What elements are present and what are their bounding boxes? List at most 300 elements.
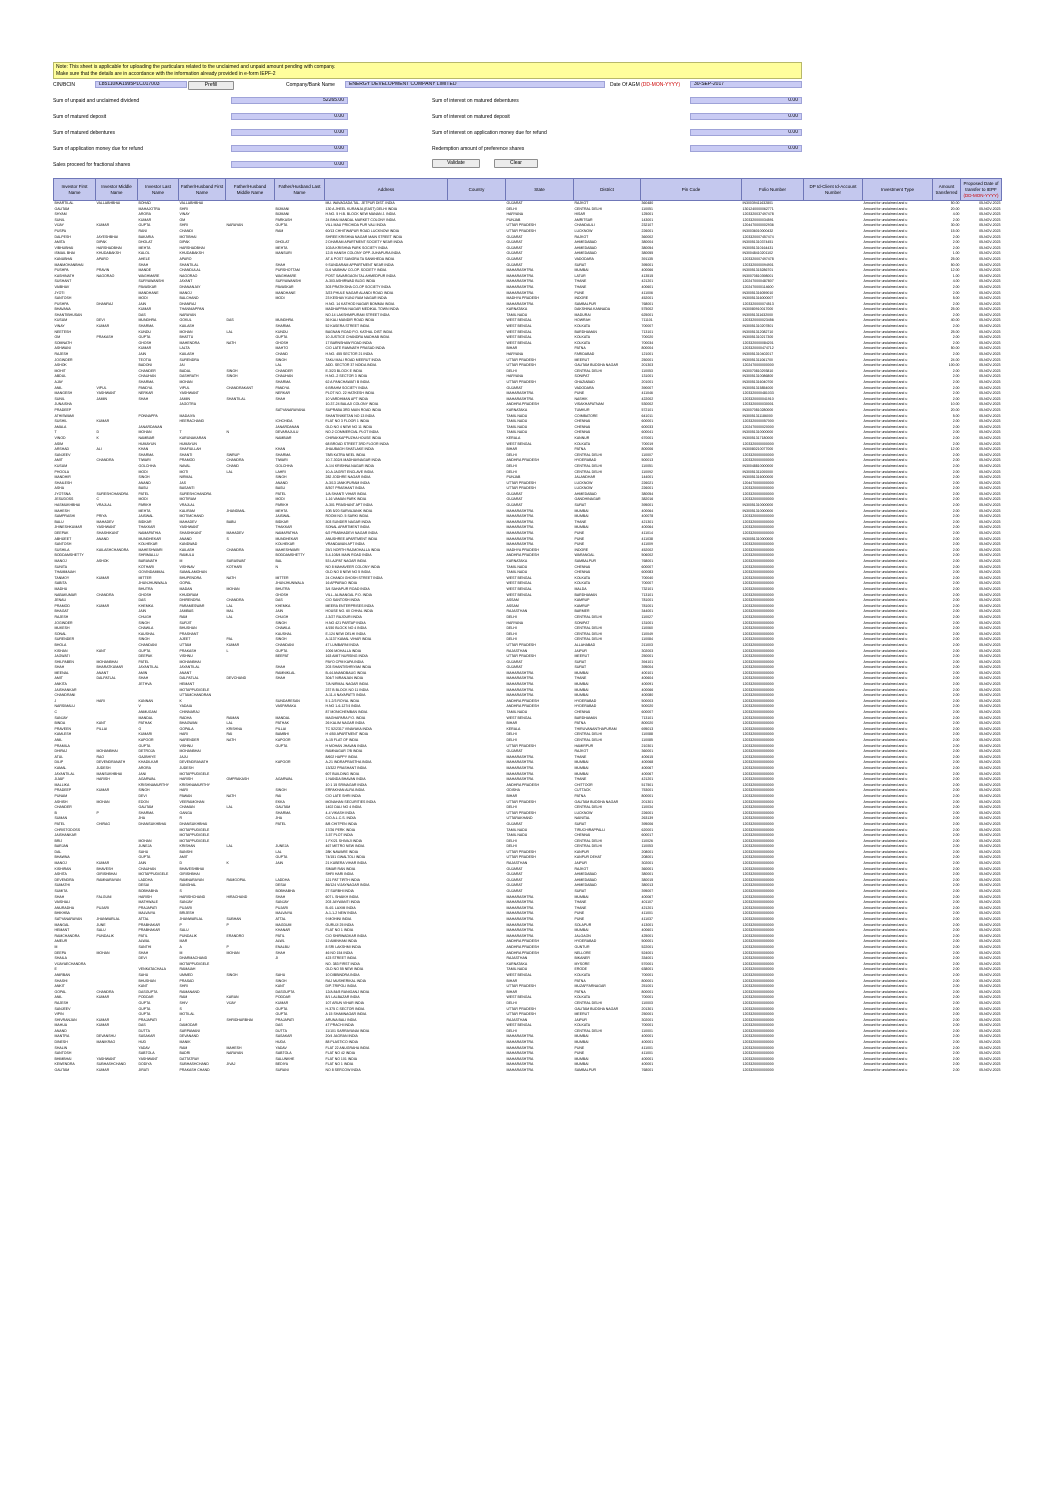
cell-amount[interactable]: 25.00 xyxy=(950,256,960,261)
cell-pin-code[interactable]: 110034 xyxy=(641,805,653,810)
cell-last-name[interactable]: SASAKAR xyxy=(138,1034,156,1039)
cell-last-name[interactable]: MODI xyxy=(138,497,148,502)
cell-folio-number[interactable]: 1203320000000000 xyxy=(742,631,774,636)
cell-last-name[interactable]: MUNDHRA xyxy=(138,318,157,323)
cell-folio-number[interactable]: 1203320000000000 xyxy=(742,531,774,536)
cell-amount[interactable]: 2.00 xyxy=(952,1023,960,1028)
cell-address[interactable]: MADHAPPAN NAGAR MEDIKAL TOWN INDIA xyxy=(325,307,399,312)
cell-pin-code[interactable]: 400001 xyxy=(641,1056,654,1061)
cell-pin-code[interactable]: 400067 xyxy=(641,765,654,770)
cell-investment-type[interactable]: Amount for unclaimed and u xyxy=(863,547,908,552)
cell-father-first-name[interactable]: UMMED xyxy=(179,972,193,977)
cell-father-first-name[interactable]: VEERAMOHAN xyxy=(179,799,205,804)
cell-address[interactable]: 17 BARNSHAW ROAD INDIA xyxy=(325,340,372,345)
cell-state[interactable]: KARNATAKA xyxy=(506,407,528,412)
cell-last-name[interactable]: SINGH xyxy=(138,475,150,480)
cell-middle-name[interactable]: CHIRAG xyxy=(96,821,111,826)
cell-investment-type[interactable]: Amount for unclaimed and u xyxy=(863,939,908,944)
cell-address[interactable]: 8 SRI LAKSHMI INDIA xyxy=(325,944,361,949)
cell-father-first-name[interactable]: VISHNU xyxy=(179,743,193,748)
cell-district[interactable]: GAUTAM BUDDHA NAGAR xyxy=(574,799,619,804)
cell-amount[interactable]: 2.00 xyxy=(952,978,960,983)
cell-proposed-date[interactable]: 05-NOV-2023 xyxy=(979,1068,1001,1073)
cell-amount[interactable]: 5.00 xyxy=(952,296,960,301)
cell-state[interactable]: DELHI xyxy=(506,1000,517,1005)
cell-father-last-name[interactable]: GAUTAM xyxy=(275,805,291,810)
cell-proposed-date[interactable]: 05-NOV-2023 xyxy=(979,284,1001,289)
cell-father-last-name[interactable]: JAISWAL xyxy=(275,514,291,519)
cell-folio-number[interactable]: 1203320000000000 xyxy=(742,844,774,849)
cell-pin-code[interactable]: 250001 xyxy=(641,654,654,659)
cell-state[interactable]: MAHARASHTRA xyxy=(506,514,534,519)
cell-amount[interactable]: 2.00 xyxy=(952,603,960,608)
cell-father-first-name[interactable]: SHRI xyxy=(179,984,188,989)
cell-last-name[interactable]: KUMAR xyxy=(138,307,152,312)
cell-first-name[interactable]: SHALIN xyxy=(54,1045,68,1050)
cell-father-last-name[interactable]: SUNDARESAN xyxy=(275,698,300,703)
cell-first-name[interactable]: JAISHANKAR xyxy=(54,833,77,838)
cell-middle-name[interactable]: ANANT xyxy=(96,670,109,675)
cell-state[interactable]: DELHI xyxy=(506,368,517,373)
cell-father-last-name[interactable]: LAL xyxy=(275,363,282,368)
cell-folio-number[interactable]: 1203320000000000 xyxy=(742,883,774,888)
cell-pin-code[interactable]: 575002 xyxy=(641,307,654,312)
cell-middle-name[interactable]: KUMAR xyxy=(96,324,110,329)
cell-state[interactable]: ANDHRA PRADESH xyxy=(506,782,539,787)
cell-state[interactable]: WEST BENGAL xyxy=(506,318,532,323)
cell-proposed-date[interactable]: 05-NOV-2023 xyxy=(979,592,1001,597)
cell-investment-type[interactable]: Amount for unclaimed and u xyxy=(863,514,908,519)
cell-pin-code[interactable]: 400078 xyxy=(641,514,654,519)
cell-pin-code[interactable]: 400067 xyxy=(641,771,654,776)
cell-last-name[interactable]: JAIN xyxy=(138,861,147,866)
cell-amount[interactable]: 2.00 xyxy=(952,1028,960,1033)
cell-proposed-date[interactable]: 05-NOV-2023 xyxy=(979,609,1001,614)
cell-folio-number[interactable]: 1203320000000000 xyxy=(742,698,774,703)
cell-proposed-date[interactable]: 05-NOV-2023 xyxy=(979,251,1001,256)
cell-investment-type[interactable]: Amount for unclaimed and u xyxy=(863,1062,908,1067)
cell-amount[interactable]: 10.00 xyxy=(950,402,960,407)
cell-first-name[interactable]: HASMUKHBHAI xyxy=(54,503,81,508)
cell-first-name[interactable]: CHRISTODOSS xyxy=(54,827,81,832)
cell-proposed-date[interactable]: 05-NOV-2023 xyxy=(979,1023,1001,1028)
cell-state[interactable]: WEST BENGAL xyxy=(506,335,532,340)
cell-pin-code[interactable]: 400068 xyxy=(641,760,654,765)
cell-folio-number[interactable]: 1203320000000000 xyxy=(742,961,774,966)
cell-proposed-date[interactable]: 05-NOV-2023 xyxy=(979,726,1001,731)
cell-last-name[interactable]: KUMAR xyxy=(138,217,152,222)
cell-amount[interactable]: 2.00 xyxy=(952,581,960,586)
cell-first-name[interactable]: OM xyxy=(54,335,61,340)
cell-first-name[interactable]: DINESH xyxy=(54,1040,68,1045)
cell-first-name[interactable]: SANJEEV xyxy=(54,452,71,457)
cell-father-first-name[interactable]: NAVAL xyxy=(179,463,191,468)
cell-investment-type[interactable]: Amount for unclaimed and u xyxy=(863,380,908,384)
cell-investment-type[interactable]: Amount for unclaimed and u xyxy=(863,894,908,899)
cell-investment-type[interactable]: Amount for unclaimed and u xyxy=(863,917,908,921)
cell-last-name[interactable]: CHAUHAN xyxy=(138,866,156,871)
cell-father-last-name[interactable]: MANDHANE xyxy=(275,290,296,295)
cell-first-name[interactable]: VIJAY xyxy=(54,223,64,228)
cell-last-name[interactable]: JHA xyxy=(138,816,146,821)
cell-investment-type[interactable]: Amount for unclaimed and u xyxy=(863,503,908,508)
cell-amount[interactable]: 1.00 xyxy=(952,251,960,256)
cell-folio-number[interactable]: IN30051315854000 xyxy=(742,385,774,390)
cell-father-first-name[interactable]: RAMAIAH xyxy=(179,967,196,972)
cell-address[interactable]: VILL MAU PRICHIDA PUR VALI INDIA xyxy=(325,223,386,228)
cell-district[interactable]: PUNE xyxy=(574,542,585,547)
cell-last-name[interactable]: PATEL xyxy=(138,659,150,664)
cell-amount[interactable]: 2.00 xyxy=(952,536,960,541)
cell-state[interactable]: ANDHRA PRADESH xyxy=(506,939,539,944)
cell-last-name[interactable]: SHAH xyxy=(138,396,149,401)
cell-proposed-date[interactable]: 05-NOV-2023 xyxy=(979,911,1001,916)
cell-father-last-name[interactable]: WAGHMARE xyxy=(275,273,297,278)
cell-father-last-name[interactable]: GHOSH xyxy=(275,592,289,597)
cell-father-last-name[interactable]: TIWARI xyxy=(275,458,288,463)
cell-state[interactable]: UTTAR PRADESH xyxy=(506,357,536,362)
cell-district[interactable]: CENTRAL DELHI xyxy=(574,732,602,737)
cell-father-first-name[interactable]: BHAGWAN xyxy=(179,721,198,726)
cell-folio-number[interactable]: 1203320000000000 xyxy=(742,911,774,916)
cell-father-middle-name[interactable] xyxy=(226,1068,275,1074)
cell-address[interactable]: 10-7-302/4 MADHAVNAGAR INDIA xyxy=(325,458,381,463)
cell-amount[interactable]: 2.00 xyxy=(952,1034,960,1039)
cell-amount[interactable]: 2.00 xyxy=(952,961,960,966)
cell-district[interactable]: SOLAPUR xyxy=(574,922,592,927)
cell-folio-number[interactable]: 1203320000000000 xyxy=(742,1062,774,1067)
cell-father-middle-name[interactable]: KARAN xyxy=(226,995,239,1000)
int-deposit-input[interactable]: 0.00 xyxy=(690,113,802,120)
cell-last-name[interactable]: GOLCHHA xyxy=(138,463,156,468)
cell-last-name[interactable]: SHARMA xyxy=(138,452,154,457)
cell-father-first-name[interactable]: LALTA xyxy=(179,346,190,351)
cell-first-name[interactable]: ANKITA xyxy=(54,682,67,687)
cell-folio-number[interactable]: 1203320000000000 xyxy=(742,514,774,519)
cell-father-first-name[interactable]: BHATTU xyxy=(179,335,194,340)
validate-button[interactable]: Validate xyxy=(432,159,480,168)
cell-investment-type[interactable]: Amount for unclaimed and u xyxy=(863,301,908,306)
cell-last-name[interactable]: EDON xyxy=(138,799,149,804)
cell-state[interactable]: BIHAR xyxy=(506,989,518,994)
cell-investment-type[interactable]: Amount for unclaimed and u xyxy=(863,900,908,905)
cell-address[interactable]: 203 JAYWANTI INDIA xyxy=(325,900,360,905)
cell-father-first-name[interactable]: CHINNARAJ xyxy=(179,710,200,715)
cell-investment-type[interactable]: Amount for unclaimed and u xyxy=(863,749,908,754)
cell-state[interactable]: DELHI xyxy=(506,463,517,468)
cell-father-first-name[interactable]: SAMALAMOHAN xyxy=(179,570,207,575)
cell-state[interactable]: TAMIL NADU xyxy=(506,430,528,435)
cell-father-first-name[interactable]: RAMNARAYAN xyxy=(179,877,204,882)
cell-district[interactable]: HYDERABAD xyxy=(574,939,597,944)
cell-father-middle-name[interactable]: OMPRAKASH xyxy=(226,777,249,782)
cell-folio-number[interactable]: 1203320000474712 xyxy=(742,346,774,351)
cell-pin-code[interactable]: 500001 xyxy=(641,939,654,944)
cell-first-name[interactable]: JAGWATI xyxy=(54,654,70,659)
cell-state[interactable]: KERALA xyxy=(506,435,521,440)
cell-pin-code[interactable]: 302001 xyxy=(641,1017,654,1022)
cell-father-middle-name[interactable]: SINGH xyxy=(226,374,238,379)
cell-amount[interactable]: 2.00 xyxy=(952,900,960,905)
cell-last-name[interactable]: SABTOLA xyxy=(138,1051,155,1056)
cell-proposed-date[interactable]: 05-NOV-2023 xyxy=(979,659,1001,664)
cell-father-middle-name[interactable]: P xyxy=(226,944,229,949)
cell-address[interactable]: ANUSHREE APARTMENT INDIA xyxy=(325,536,378,541)
cell-district[interactable]: THANE xyxy=(574,905,587,910)
cell-address[interactable]: OLD NO 55 NEW INDIA xyxy=(325,967,364,972)
cell-father-first-name[interactable]: JAMBAS xyxy=(179,609,194,614)
cell-first-name[interactable]: KUSUM xyxy=(54,318,68,323)
cell-pin-code[interactable]: 570001 xyxy=(641,961,654,966)
agm-date-input[interactable]: 30-SEP-2017 xyxy=(690,81,802,88)
cell-state[interactable]: UTTAR PRADESH xyxy=(506,855,536,860)
cell-pin-code[interactable]: 226001 xyxy=(641,810,654,815)
cell-amount[interactable]: 2.00 xyxy=(952,883,960,888)
cell-district[interactable]: MUMBAI xyxy=(574,894,589,899)
cell-investment-type[interactable]: Amount for unclaimed and u xyxy=(863,961,908,966)
cell-district[interactable]: BARDHAMAN xyxy=(574,592,597,597)
cell-amount[interactable]: 2.00 xyxy=(952,609,960,614)
cell-investment-type[interactable]: Amount for unclaimed and u xyxy=(863,905,908,910)
cell-address[interactable]: 423 STREET INDIA xyxy=(325,956,357,961)
cell-middle-name[interactable]: MOHANBHAI xyxy=(96,749,118,754)
cell-investment-type[interactable]: Amount for unclaimed and u xyxy=(863,598,908,603)
cell-last-name[interactable]: SHAH xyxy=(138,950,149,955)
cell-father-first-name[interactable]: MOTIRAM xyxy=(179,497,197,502)
cell-address[interactable]: 3/4 SAHAPUR ROAD INDIA xyxy=(325,586,370,591)
cell-last-name[interactable]: SAHU xyxy=(138,849,149,854)
cell-address[interactable]: ROOM NO. 5 SARKI INDIA xyxy=(325,514,369,519)
cell-address[interactable]: 47 PRACHI INDIA xyxy=(325,1023,354,1028)
cell-investment-type[interactable]: Amount for unclaimed and u xyxy=(863,967,908,972)
cell-proposed-date[interactable]: 05-NOV-2023 xyxy=(979,894,1001,899)
cell-father-first-name[interactable]: MOTI xyxy=(179,469,189,474)
cell-folio-number[interactable]: IN30036010000432 xyxy=(742,228,774,233)
cell-folio-number[interactable]: 1203320000000000 xyxy=(742,581,774,586)
cell-proposed-date[interactable]: 05-NOV-2023 xyxy=(979,917,1001,921)
cell-father-last-name[interactable]: LAL xyxy=(275,849,282,854)
cell-district[interactable]: SURAT xyxy=(574,889,587,894)
cell-address[interactable]: D/P-TRIPOLI INDIA xyxy=(325,984,357,989)
cell-last-name[interactable]: CHAUHAN xyxy=(138,374,156,379)
cell-state[interactable]: UTTAR PRADESH xyxy=(506,223,536,228)
cell-folio-number[interactable]: IN30051310000000 xyxy=(742,430,774,435)
cell-investment-type[interactable]: Amount for unclaimed and u xyxy=(863,508,908,513)
cell-first-name[interactable]: J xyxy=(54,698,57,703)
cell-proposed-date[interactable]: 05-NOV-2023 xyxy=(979,944,1001,949)
cell-district[interactable]: BARDHAMAN xyxy=(574,715,597,720)
cell-address[interactable]: HOUSE NO. 60 CHHAL INDIA xyxy=(325,609,374,614)
cell-pin-code[interactable]: 143001 xyxy=(641,217,654,222)
cell-first-name[interactable]: ASHOK xyxy=(54,363,67,368)
cell-father-first-name[interactable]: DHANANJAY xyxy=(179,284,201,289)
cell-district[interactable]: THANE xyxy=(574,777,587,782)
cell-folio-number[interactable]: 1203320000000000 xyxy=(742,749,774,754)
cell-last-name[interactable]: NAMAPATHIA xyxy=(138,531,161,536)
cell-father-first-name[interactable]: KARUNAKARAN xyxy=(179,435,207,440)
cell-district[interactable]: KANNUR xyxy=(574,435,590,440)
cell-pin-code[interactable]: 110007 xyxy=(641,452,653,457)
cell-last-name[interactable]: ALWAL xyxy=(138,939,150,944)
cell-father-middle-name[interactable]: L xyxy=(226,648,229,653)
cell-address[interactable]: H.NO. 5 H.B. BLOCK NEW MANAN J. INDIA xyxy=(325,212,396,217)
cell-district[interactable]: HYDERABAD xyxy=(574,458,597,463)
cell-proposed-date[interactable]: 05-NOV-2023 xyxy=(979,547,1001,552)
cell-last-name[interactable]: KHAN xyxy=(138,447,149,452)
cell-father-first-name[interactable]: CHAMAN xyxy=(179,805,195,810)
cell-proposed-date[interactable]: 05-NOV-2023 xyxy=(979,519,1001,524)
cell-district[interactable]: KOLKATA xyxy=(574,972,591,977)
cell-proposed-date[interactable]: 05-NOV-2023 xyxy=(979,424,1001,429)
cell-address[interactable]: A-1-1-2 NEW INDIA xyxy=(325,911,357,916)
cell-district[interactable]: KAMRUP xyxy=(574,603,590,608)
cell-investment-type[interactable]: Amount for unclaimed and u xyxy=(863,1045,908,1050)
cell-address[interactable]: 12/A 84/8 RANIGANJ INDIA xyxy=(325,989,370,994)
cell-father-first-name[interactable]: HARI xyxy=(179,788,188,793)
cell-proposed-date[interactable]: 05-NOV-2023 xyxy=(979,318,1001,323)
cell-father-first-name[interactable]: AMIT xyxy=(179,855,188,860)
cell-father-first-name[interactable]: MOTAPPUDIGELE xyxy=(179,838,210,843)
cell-pin-code[interactable]: 380054 xyxy=(641,245,654,250)
cell-first-name[interactable]: JOGINDER xyxy=(54,357,73,362)
cell-father-last-name[interactable]: PARKASH xyxy=(275,217,292,222)
cell-father-first-name[interactable]: RAMULU xyxy=(179,553,195,558)
cell-father-first-name[interactable]: MOTIBHAI xyxy=(179,234,197,239)
cell-state[interactable]: KARNATAKA xyxy=(506,307,528,312)
cell-investment-type[interactable]: Amount for unclaimed and u xyxy=(863,603,908,608)
cell-first-name[interactable]: MANOJ xyxy=(54,559,67,563)
cell-father-first-name[interactable]: P xyxy=(179,922,182,927)
cell-first-name[interactable]: SOMNATH xyxy=(54,340,72,345)
cell-father-first-name[interactable]: RADHA xyxy=(179,715,192,720)
cell-last-name[interactable]: GUPTA xyxy=(138,1000,151,1005)
cell-pin-code[interactable]: 600001 xyxy=(641,419,654,424)
cell-amount[interactable]: 2.00 xyxy=(952,335,960,340)
cell-last-name[interactable]: DODIYA xyxy=(138,1062,152,1067)
cell-address[interactable]: SHRI HARI INDIA xyxy=(325,872,354,877)
cell-investment-type[interactable]: Amount for unclaimed and u xyxy=(863,1023,908,1028)
cell-proposed-date[interactable]: 05-NOV-2023 xyxy=(979,402,1001,407)
cell-amount[interactable]: 2.00 xyxy=(952,1068,960,1073)
cell-father-first-name[interactable]: D xyxy=(179,861,183,866)
cell-first-name[interactable]: NARSIMALU xyxy=(54,704,75,709)
cell-last-name[interactable]: KANT xyxy=(138,984,148,989)
cell-proposed-date[interactable]: 05-NOV-2023 xyxy=(979,486,1001,491)
cell-investment-type[interactable]: Amount for unclaimed and u xyxy=(863,855,908,860)
cell-pin-code[interactable]: 411046 xyxy=(641,391,653,396)
cell-proposed-date[interactable]: 05-NOV-2023 xyxy=(979,961,1001,966)
cell-pin-code[interactable]: 713101 xyxy=(641,329,654,334)
cell-father-last-name[interactable]: SALUNKHE xyxy=(275,1056,295,1061)
cell-investment-type[interactable]: Amount for unclaimed and u xyxy=(863,575,908,580)
cell-proposed-date[interactable]: 05-NOV-2023 xyxy=(979,738,1001,742)
cell-proposed-date[interactable]: 05-NOV-2023 xyxy=(979,855,1001,860)
cell-last-name[interactable]: LADDHA xyxy=(138,877,153,882)
cell-state[interactable]: DELHI xyxy=(506,452,517,457)
cell-investment-type[interactable]: Amount for unclaimed and u xyxy=(863,430,908,435)
cell-district[interactable]: CHENNAI xyxy=(574,564,591,569)
cell-proposed-date[interactable]: 05-NOV-2023 xyxy=(979,245,1001,250)
cell-father-last-name[interactable]: DHOLAT xyxy=(275,240,290,245)
cell-last-name[interactable]: PRAJAPATI xyxy=(138,905,158,910)
cell-father-first-name[interactable]: GANGA xyxy=(179,810,193,815)
cell-amount[interactable]: 25.00 xyxy=(950,307,960,312)
cell-father-first-name[interactable]: MAR xyxy=(179,939,188,944)
cell-pin-code[interactable]: 411009 xyxy=(641,542,653,547)
cell-address[interactable]: JHAUBAGH SHATLAKE INDIA xyxy=(325,447,374,452)
cell-father-first-name[interactable]: KRISHNAMURTHY xyxy=(179,782,210,787)
cell-district[interactable]: CENTRAL DELHI xyxy=(574,469,602,474)
cell-folio-number[interactable]: 1202470000487807 xyxy=(742,279,774,284)
cell-investment-type[interactable]: Amount for unclaimed and u xyxy=(863,391,908,396)
cell-last-name[interactable]: VENKATACHALA xyxy=(138,967,166,972)
cell-folio-number[interactable]: IN30051310207801 xyxy=(742,324,774,329)
cell-folio-number[interactable]: 1203320000000000 xyxy=(742,866,774,871)
cell-first-name[interactable]: SANTOSH xyxy=(54,296,72,301)
cell-state[interactable]: BIHAR xyxy=(506,793,518,798)
cell-father-first-name[interactable]: UTTAM xyxy=(179,642,192,647)
cell-father-last-name[interactable]: SURANI xyxy=(275,1068,289,1073)
cell-district[interactable]: MYSORE xyxy=(574,961,590,966)
cell-father-last-name[interactable]: JAIN xyxy=(275,861,284,866)
cell-investment-type[interactable]: Amount for unclaimed and u xyxy=(863,911,908,916)
cell-pin-code[interactable]: 110026 xyxy=(641,838,653,843)
cell-investment-type[interactable]: Amount for unclaimed and u xyxy=(863,396,908,401)
cell-state[interactable]: MAHARASHTRA xyxy=(506,301,534,306)
cell-address[interactable]: C/O LATE RAMNATH PRASAD INDIA xyxy=(325,346,385,351)
cell-folio-number[interactable]: 1203320000000000 xyxy=(742,519,774,524)
cell-amount[interactable]: 2.00 xyxy=(952,805,960,810)
cell-amount[interactable]: 2.00 xyxy=(952,637,960,642)
cell-father-last-name[interactable]: CHAND xyxy=(275,352,288,357)
cell-address[interactable]: ADD. SECTOR 37 NOIDA INDIA xyxy=(325,363,377,368)
cell-folio-number[interactable]: 1203320000000000 xyxy=(742,654,774,659)
cell-state[interactable]: GUJARAT xyxy=(506,659,523,664)
cell-father-last-name[interactable]: SANJAY xyxy=(275,900,289,905)
cell-folio-number[interactable]: 1203320000000000 xyxy=(742,905,774,910)
cell-amount[interactable]: 2.00 xyxy=(952,995,960,1000)
cell-proposed-date[interactable]: 05-NOV-2023 xyxy=(979,324,1001,329)
cell-father-first-name[interactable]: SURENDRA xyxy=(179,357,200,362)
cell-address[interactable]: H.NO. 14 KATHOD NAGAR BOMMAI INDIA xyxy=(325,301,395,306)
cell-proposed-date[interactable]: 05-NOV-2023 xyxy=(979,268,1001,273)
cell-father-middle-name[interactable]: RAMAN xyxy=(226,715,240,720)
cell-father-last-name[interactable]: CHUGH xyxy=(275,614,289,619)
cell-folio-number[interactable]: 1203320000000000 xyxy=(742,1068,774,1073)
cell-proposed-date[interactable]: 05-NOV-2023 xyxy=(979,1012,1001,1017)
cell-district[interactable]: HOWRAH xyxy=(574,318,591,323)
cell-amount[interactable]: 2.00 xyxy=(952,396,960,401)
cell-folio-number[interactable]: 1203320000000000 xyxy=(742,1012,774,1017)
cell-state[interactable]: MAHARASHTRA xyxy=(506,676,534,681)
cell-folio-number[interactable]: 1203320000000000 xyxy=(742,900,774,905)
cell-address[interactable]: 23 KESHAV KUNJ RAM NAGAR INDIA xyxy=(325,296,387,301)
cell-district[interactable]: MUZAFFARNAGAR xyxy=(574,984,606,989)
cell-last-name[interactable]: MOTAPPUDIGELE xyxy=(138,872,169,877)
cell-state[interactable]: MAHARASHTRA xyxy=(506,391,534,396)
cell-folio-number[interactable]: 1203320000000000 xyxy=(742,1034,774,1039)
cell-last-name[interactable]: PRABHAKAR xyxy=(138,928,161,933)
cell-middle-name[interactable]: MOHAN xyxy=(96,799,110,804)
cell-amount[interactable]: 2.00 xyxy=(952,1012,960,1017)
cell-folio-number[interactable]: 1203320000000000 xyxy=(742,642,774,647)
cell-middle-name[interactable]: MAHADEV xyxy=(96,519,114,524)
cell-father-first-name[interactable]: MOTAPPUDIGELE xyxy=(179,827,210,832)
cell-investment-type[interactable]: Amount for unclaimed and u xyxy=(863,1051,908,1056)
cell-folio-number[interactable]: 1203320000000000 xyxy=(742,984,774,989)
cell-amount[interactable]: 2.00 xyxy=(952,905,960,910)
cell-district[interactable]: HAMIRPUR xyxy=(574,743,594,748)
